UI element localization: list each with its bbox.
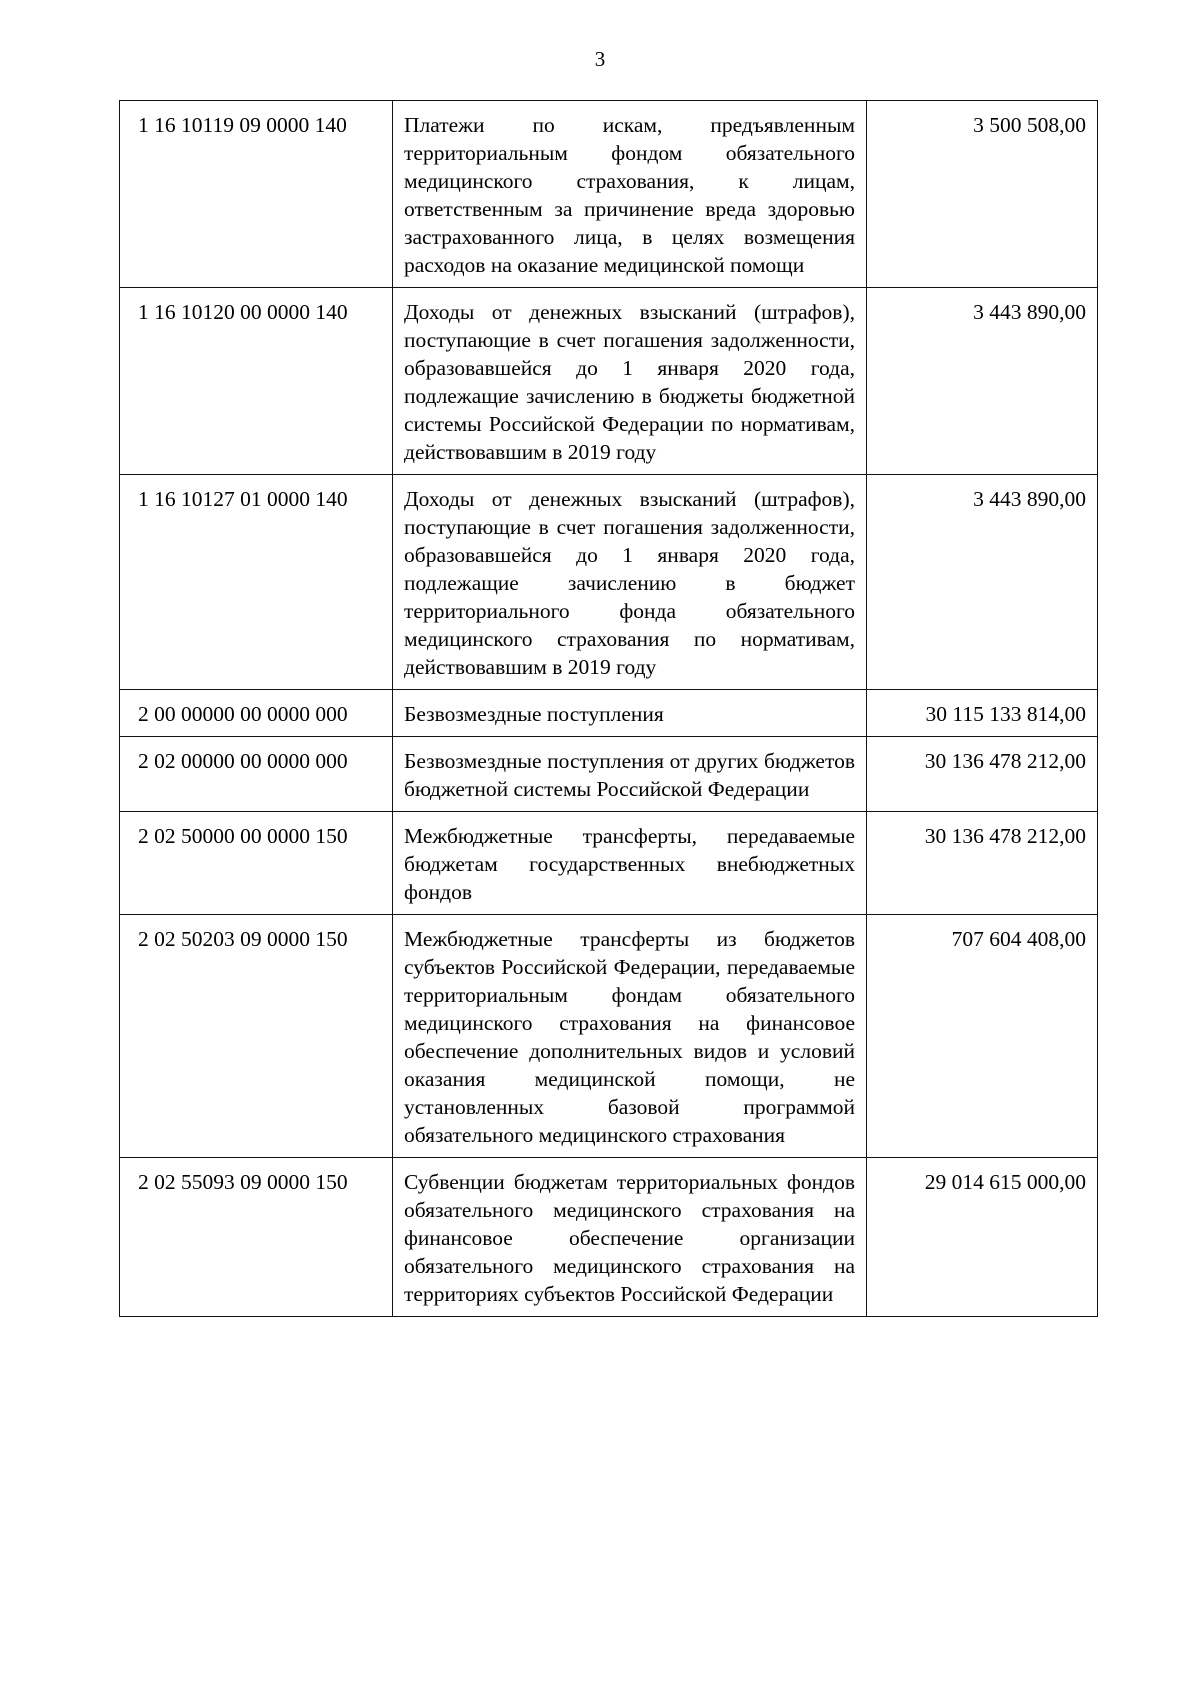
revenue-code-cell: 1 16 10127 01 0000 140 — [120, 475, 393, 690]
table-row — [120, 812, 1098, 915]
revenue-code-cell: 1 16 10120 00 0000 140 — [120, 288, 393, 475]
revenue-table — [119, 100, 1098, 1317]
revenue-code-cell: 2 02 00000 00 0000 000 — [120, 737, 393, 812]
table-row — [120, 288, 1098, 475]
revenue-name-cell: Платежи по искам, предъявленным территориальным фондом обязательного медицинского страхования, к лицам, ответственным за причинение вреда здоровью застрахованного лица, в целях возмещения расходов на оказание медицинской помощи — [393, 101, 867, 288]
revenue-table-body — [120, 101, 1098, 1317]
revenue-amount-cell: 3 443 890,00 — [867, 475, 1098, 690]
revenue-code-cell: 2 00 00000 00 0000 000 — [120, 690, 393, 737]
table-row — [120, 475, 1098, 690]
revenue-amount-cell: 707 604 408,00 — [867, 915, 1098, 1158]
revenue-name-cell: Безвозмездные поступления — [393, 690, 867, 737]
revenue-code-cell: 2 02 55093 09 0000 150 — [120, 1158, 393, 1317]
revenue-amount-cell: 30 136 478 212,00 — [867, 737, 1098, 812]
revenue-name-cell: Межбюджетные трансферты, передаваемые бюджетам государственных внебюджетных фондов — [393, 812, 867, 915]
revenue-amount-cell: 3 443 890,00 — [867, 288, 1098, 475]
revenue-amount-cell: 29 014 615 000,00 — [867, 1158, 1098, 1317]
revenue-name-cell: Доходы от денежных взысканий (штрафов), поступающие в счет погашения задолженности, образовавшейся до 1 января 2020 года, подлежащие зачислению в бюджеты бюджетной системы Российской Федерации по нормативам, действовавшим в 2019 году — [393, 288, 867, 475]
revenue-code-cell: 2 02 50203 09 0000 150 — [120, 915, 393, 1158]
revenue-amount-cell: 30 115 133 814,00 — [867, 690, 1098, 737]
revenue-name-cell: Межбюджетные трансферты из бюджетов субъектов Российской Федерации, передаваемые территориальным фондам обязательного медицинского страхования на финансовое обеспечение дополнительных видов и условий оказания медицинской помощи, не установленных базовой программой обязательного медицинского страхования — [393, 915, 867, 1158]
revenue-code-cell: 1 16 10119 09 0000 140 — [120, 101, 393, 288]
table-row — [120, 737, 1098, 812]
revenue-code-cell: 2 02 50000 00 0000 150 — [120, 812, 393, 915]
revenue-name-cell: Безвозмездные поступления от других бюджетов бюджетной системы Российской Федерации — [393, 737, 867, 812]
revenue-amount-cell: 30 136 478 212,00 — [867, 812, 1098, 915]
revenue-amount-cell: 3 500 508,00 — [867, 101, 1098, 288]
table-row — [120, 101, 1098, 288]
revenue-name-cell: Доходы от денежных взысканий (штрафов), поступающие в счет погашения задолженности, образовавшейся до 1 января 2020 года, подлежащие зачислению в бюджет территориального фонда обязательного медицинского страхования по нормативам, действовавшим в 2019 году — [393, 475, 867, 690]
revenue-name-cell: Субвенции бюджетам территориальных фондов обязательного медицинского страхования на финансовое обеспечение организации обязательного медицинского страхования на территориях субъектов Российской Федерации — [393, 1158, 867, 1317]
table-row — [120, 915, 1098, 1158]
table-row — [120, 1158, 1098, 1317]
page-number: 3 — [594, 47, 606, 71]
table-row — [120, 690, 1098, 737]
